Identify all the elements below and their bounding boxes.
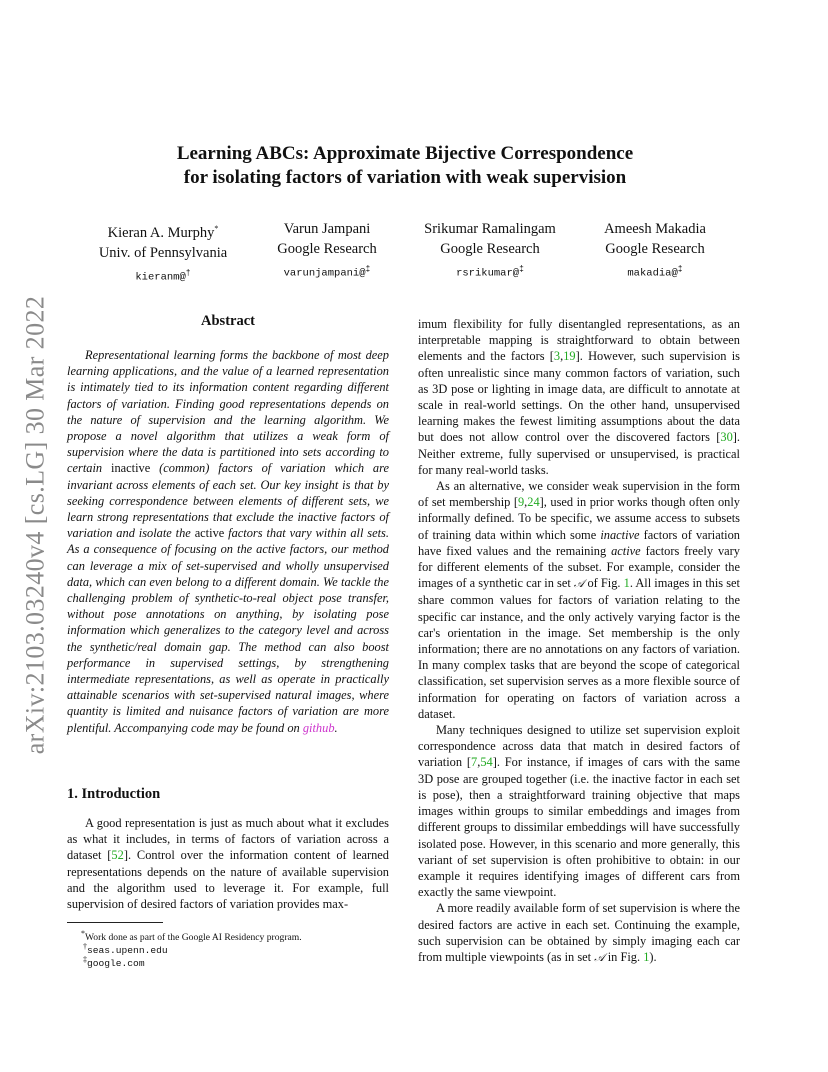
abstract-word-inactive: inactive [111, 461, 151, 476]
citation-link[interactable]: 30 [720, 430, 733, 445]
section-heading-introduction: 1. Introduction [67, 786, 161, 802]
text: . All images in this set share common values for factors of variation relating to the specific car instance, and the only actively varying factor is the car's orientation in the image. Set membership is the only information; there are no annotations on any factors of variation. In many complex tasks that are beyond the scope of categorical classification, set supervision serves as a more flexible source of information for operating on factors of variation across a dataset. [418, 576, 740, 721]
footnote-mark: † [83, 942, 87, 951]
paragraph: imum flexibility for fully disentangled representations, as an interpretable mapping is straightforward to obtain between elements and the factors [3,19]. However, such supervision is often unrealistic since many common factors of variation, such as 3D pose or lighting in image data, are difficult to annotate at scale in real-world settings. On the other hand, unsupervised learning makes the fewest limiting assumptions about the data but does not allow control over the discovered factors [30]. Neither extreme, fully supervised or unsupervised, is practical for many real-world tasks. [418, 317, 740, 477]
figure-link[interactable]: 1 [643, 949, 650, 964]
author-email: rsrikumar@ [456, 267, 520, 280]
arxiv-id-text: arXiv:2103.03240v4 [cs.LG] 30 Mar 2022 [20, 295, 50, 755]
text: ]. Neither extreme, fully supervised or unsupervised, is practical for many real-world tasks. [418, 430, 740, 477]
arxiv-margin-identifier [10, 290, 60, 760]
footnote-text: Work done as part of the Google AI Residency program. [85, 932, 302, 944]
text: factors freely vary for different elements of the subset. For example, consider the images of a synthetic car in set [418, 543, 740, 591]
author-mark: * [214, 224, 219, 233]
author-email: makadia@ [627, 267, 678, 280]
text: As an alternative, we consider weak supervision in the form of set membership [ [418, 479, 740, 510]
text: factors of variation have fixed values and the remaining [418, 527, 740, 558]
paper-title [100, 142, 710, 190]
footnote-mark: ‡ [83, 955, 87, 964]
footnote-3 [67, 953, 413, 970]
author-affiliation: Google Research [277, 241, 377, 257]
intro-body [67, 815, 389, 912]
emphasis-inactive: inactive [600, 527, 640, 542]
citation-link[interactable]: 7 [471, 755, 478, 770]
email-mark: ‡ [677, 265, 683, 274]
paragraph [418, 900, 740, 966]
citation-link[interactable]: 3 [553, 349, 561, 364]
paragraph: As an alternative, we consider weak supervision in the form of set membership [9,24], used in prior works though often only informally defined. To be specific, we assume access to subsets of training data within which some inactive factors of variation have fixed values and the remaining active factors freely vary for different elements of the subset. For example, consider the images of a synthetic car in set 𝒜 of Fig. 1. All images in this set share common values for factors of variation relating to the specific car instance, and the only actively varying factor is the car's orientation in the image. Set membership is the only information; there are no annotations on any factors of variation. In many complex tasks that are beyond the scope of categorical classification, set supervision serves as a more flexible source of information for operating on factors of variation across a dataset. [418, 479, 740, 721]
author-affiliation: Univ. of Pennsylvania [98, 244, 228, 261]
paragraph: Many techniques designed to utilize set supervision exploit correspondence across data that match in desired factors of variation [7,54]. For instance, if images of cars with the same 3D pose are grouped together (i.e. the inactive factor in each set is pose), then a straightforward training objective that maps images within groups to similar embeddings and images from different groups to dissimilar embeddings will have successfully isolated pose. However, in this scenario and more generally, this variant of set supervision is often prohibitive to obtain: in our example it requires identifying images of different cars from exactly the same viewpoint. [418, 723, 740, 900]
email-mark: † [185, 268, 191, 278]
email-mark: ‡ [519, 265, 524, 274]
author-block-2 [268, 219, 386, 283]
text: ]. For instance, if images of cars with the same 3D pose are grouped together (i.e. the inactive factor in each set is pose), then a straightforward training objective that maps images within groups to similar embeddings and images from different groups to dissimilar embeddings will have successfully isolated pose. However, in this scenario and more generally, this variant of set supervision is often prohibitive to obtain: in our example it requires identifying images of different cars from exactly the same viewpoint. [418, 755, 740, 900]
email-mark: ‡ [365, 265, 371, 274]
abstract-text-1: Representational learning forms the backbone of most deep learning applications, and the value of a learned representation is intimately tied to its information content regarding different factors of variation. Finding good representations depends on the nature of supervision and the learning algorithm. We propose a novel algorithm that utilizes a weak form of supervision where the data is partitioned into sets according to certain [67, 348, 389, 476]
author-block-4 [594, 219, 716, 283]
author-name: Varun Jampani [283, 221, 371, 237]
author-name: Srikumar Ramalingam [424, 221, 556, 237]
citation-link[interactable]: 24 [527, 495, 540, 510]
abstract-end: . [334, 720, 338, 735]
abstract-heading: Abstract [201, 313, 255, 329]
abstract-body [67, 347, 389, 736]
footnote-rule [67, 922, 163, 923]
citation-link[interactable]: 9 [517, 495, 525, 510]
author-email: varunjampani@ [283, 267, 366, 280]
author-affiliation: Google Research [605, 241, 705, 257]
text: in Fig. [607, 949, 641, 964]
abstract-text-2: (common) factors of variation which are invariant across elements of each set. Our key insight is that by seeking correspondence between elements of different sets, we learn strong representations that exclude the inactive factors of variation and isolate the [67, 461, 389, 541]
intro-text-a: A good representation is just as much about what it excludes as what it includes, in terms of factors of variation across a dataset [ [67, 816, 389, 863]
citation-link[interactable]: 19 [563, 349, 576, 364]
citation-link[interactable]: 54 [480, 755, 493, 770]
set-symbol: 𝒜 [594, 950, 605, 964]
set-symbol: 𝒜 [573, 577, 585, 591]
author-block-3 [414, 219, 566, 283]
title-line-1: Learning ABCs: Approximate Bijective Correspondence [176, 143, 634, 164]
abstract-word-active: active [194, 526, 225, 541]
author-email: kieranm@ [135, 271, 186, 284]
right-column-body [418, 316, 740, 966]
github-link[interactable]: github [302, 720, 335, 735]
intro-text-b: ]. Control over the information content of learned representations depends on the nature of available supervision and the algorithm used to leverage it. For example, full supervision of desired factors of variation provides max- [67, 848, 390, 912]
citation-link[interactable]: 52 [111, 848, 124, 863]
text: imum flexibility for fully disentangled representations, as an interpretable mapping is straightforward to obtain between elements and the factors [ [418, 317, 740, 364]
abstract-text-3: factors that vary within all sets. As a consequence of focusing on the active factors, our method can leverage a mix of set-supervised and wholly unsupervised data, which can even belong to a different domain. We tackle the challenging problem of synthetic-to-real object pose transfer, without pose annotations on anything, by isolating pose information which generalizes to the category level and across the synthetic/real domain gap. The method can also boost performance in supervised settings, by strengthening intermediate representations, as well as operate in practically attainable scenarios with set-supervised natural images, where quantity is limited and nuisance factors of variation are more plentiful. Accompanying code may be found on [67, 526, 389, 735]
author-name: Ameesh Makadia [604, 221, 706, 237]
text: ). [649, 949, 657, 964]
text: Many techniques designed to utilize set supervision exploit correspondence across data that match in desired factors of variation [ [418, 723, 740, 770]
text: ], used in prior works though often only informally defined. To be specific, we assume access to subsets of training data within which some [418, 495, 740, 542]
author-name: Kieran A. Murphy [107, 224, 215, 241]
text: A more readily available form of set supervision is where the desired factors are active in each set. Continuing the example, such supervision can be obtained by simply imaging each car from multiple viewpoints (as in set [418, 901, 740, 964]
footnote-mark: * [81, 929, 85, 938]
footnote-text: seas.upenn.edu [87, 945, 168, 957]
footnote-text: google.com [87, 958, 145, 970]
text: of Fig. [587, 576, 621, 591]
figure-link[interactable]: 1 [623, 576, 630, 591]
title-line-2: for isolating factors of variation with weak supervision [183, 167, 627, 188]
emphasis-active: active [611, 543, 641, 558]
author-block-1 [88, 219, 238, 286]
text: ]. However, such supervision is often unrealistic since many common factors of variation, such as 3D pose or lighting in image data, are difficult to annotate at scale in real-world settings. On the other hand, unsupervised learning makes the fewest limiting assumptions about the data but does not allow control over the discovered factors [ [418, 349, 740, 445]
author-affiliation: Google Research [440, 241, 540, 257]
